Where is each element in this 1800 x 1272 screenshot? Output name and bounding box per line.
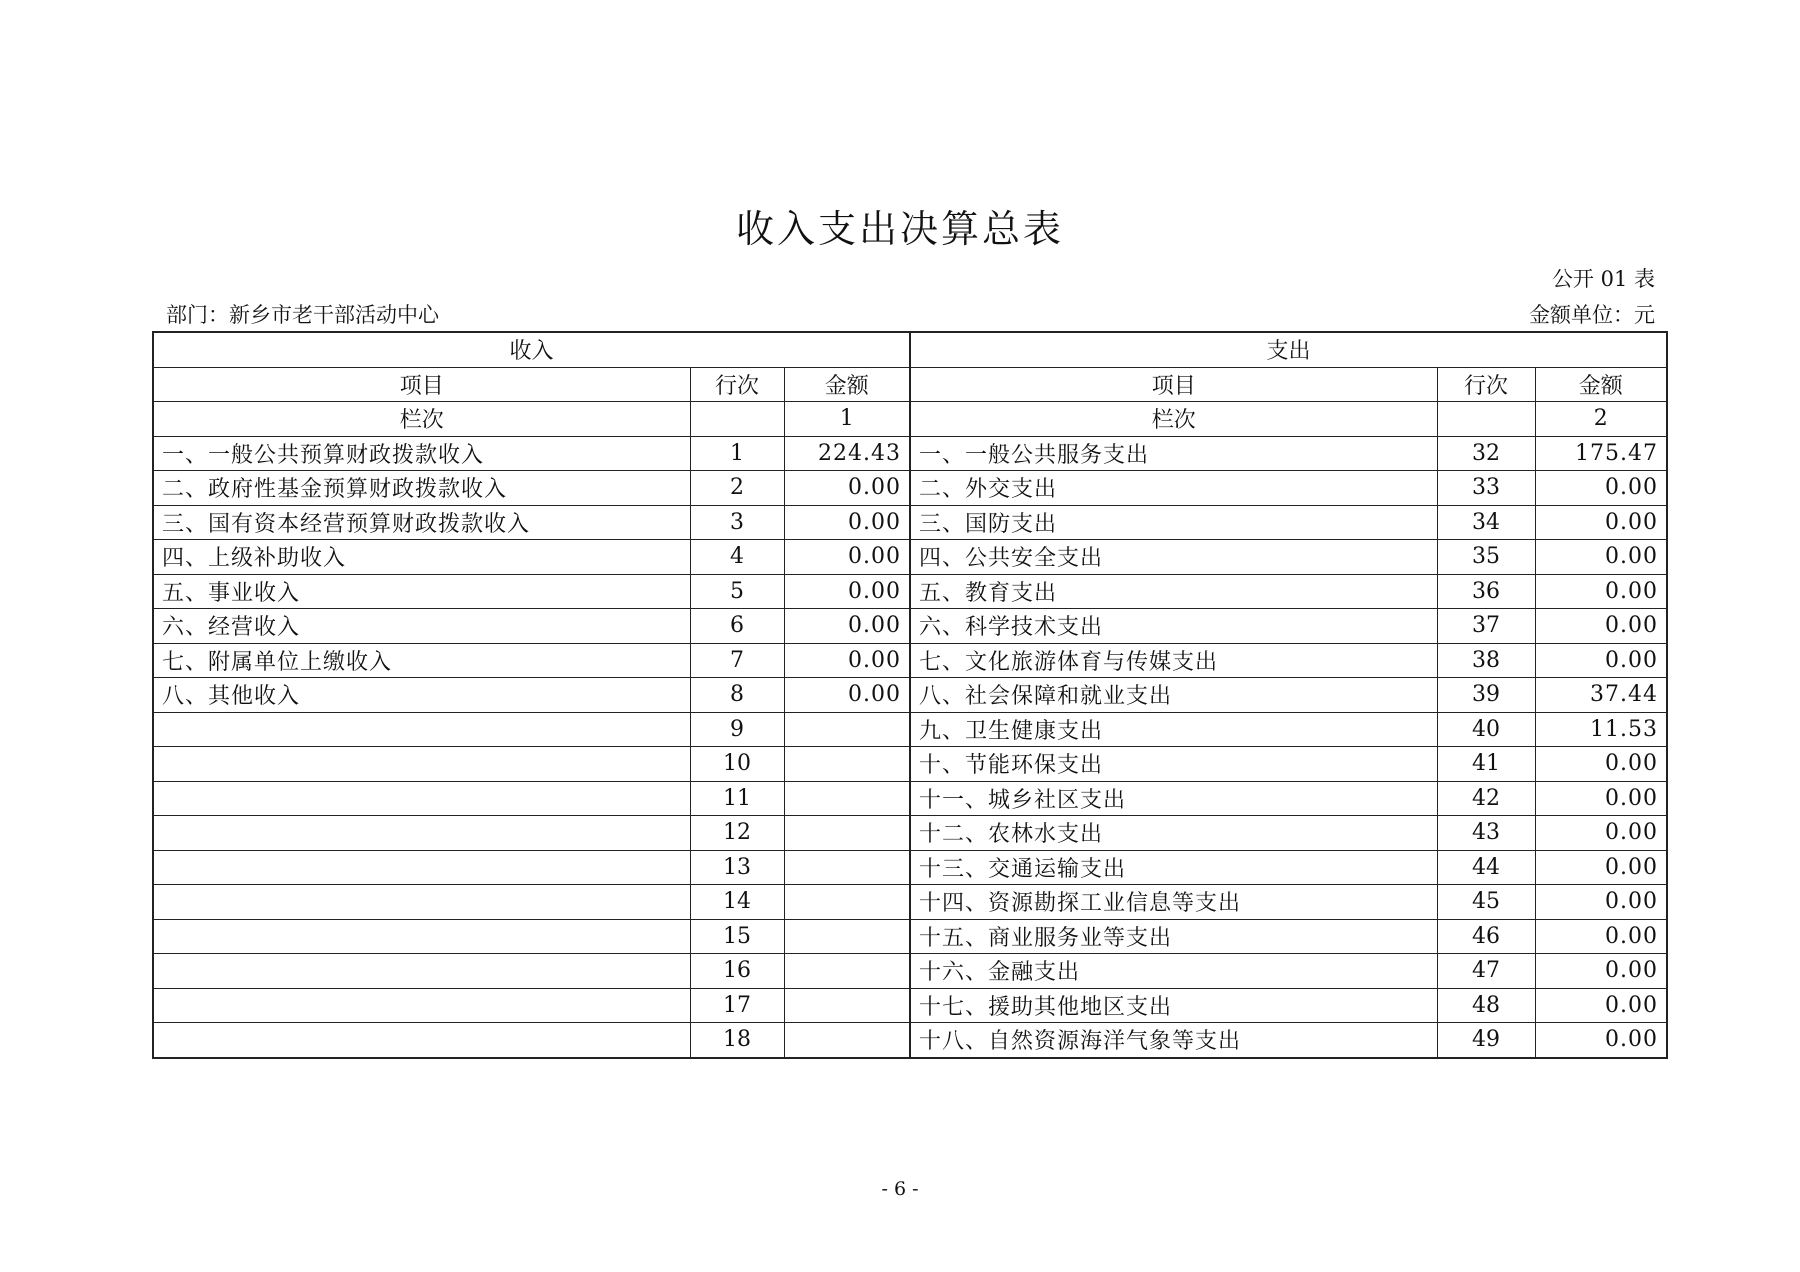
- expense-item-cell: 十八、自然资源海洋气象等支出: [910, 1023, 1437, 1058]
- expense-amount-header: 金额: [1535, 367, 1667, 402]
- income-item-cell: 五、事业收入: [153, 574, 690, 609]
- income-amount-cell: [784, 1023, 910, 1058]
- expense-item-cell: 十四、资源勘探工业信息等支出: [910, 885, 1437, 920]
- expense-amount-cell: 0.00: [1535, 988, 1667, 1023]
- table-row: [153, 505, 1667, 540]
- expense-item-cell: 六、科学技术支出: [910, 609, 1437, 644]
- income-item-cell: [153, 747, 690, 782]
- expense-amount-cell: 0.00: [1535, 885, 1667, 920]
- expense-amount-index: 2: [1535, 402, 1667, 437]
- income-amount-header: 金额: [784, 367, 910, 402]
- table-row: [153, 885, 1667, 920]
- income-row-index: [690, 402, 784, 437]
- income-amount-cell: [784, 816, 910, 851]
- income-row-cell: 16: [690, 954, 784, 989]
- expense-row-cell: 39: [1437, 678, 1535, 713]
- column-header-row: [153, 367, 1667, 402]
- table-row: [153, 919, 1667, 954]
- income-row-cell: 11: [690, 781, 784, 816]
- expense-row-index: [1437, 402, 1535, 437]
- income-amount-index: 1: [784, 402, 910, 437]
- income-row-cell: 3: [690, 505, 784, 540]
- income-item-cell: [153, 954, 690, 989]
- table-row: [153, 954, 1667, 989]
- income-item-cell: 三、国有资本经营预算财政拨款收入: [153, 505, 690, 540]
- income-amount-cell: 0.00: [784, 471, 910, 506]
- income-row-cell: 7: [690, 643, 784, 678]
- expense-item-cell: 五、教育支出: [910, 574, 1437, 609]
- expense-row-cell: 33: [1437, 471, 1535, 506]
- income-item-cell: 二、政府性基金预算财政拨款收入: [153, 471, 690, 506]
- expense-amount-cell: 0.00: [1535, 574, 1667, 609]
- income-item-cell: 四、上级补助收入: [153, 540, 690, 575]
- expense-row-cell: 44: [1437, 850, 1535, 885]
- income-amount-cell: [784, 919, 910, 954]
- table-row: [153, 609, 1667, 644]
- expense-row-cell: 46: [1437, 919, 1535, 954]
- expense-item-cell: 一、一般公共服务支出: [910, 436, 1437, 471]
- expense-row-cell: 34: [1437, 505, 1535, 540]
- expense-row-cell: 32: [1437, 436, 1535, 471]
- income-row-cell: 10: [690, 747, 784, 782]
- column-index-row: [153, 402, 1667, 437]
- expense-amount-cell: 0.00: [1535, 1023, 1667, 1058]
- income-row-cell: 5: [690, 574, 784, 609]
- table-row: [153, 436, 1667, 471]
- expense-row-cell: 38: [1437, 643, 1535, 678]
- table-row: [153, 781, 1667, 816]
- expense-amount-cell: 0.00: [1535, 505, 1667, 540]
- form-number: 公开 01 表: [1551, 267, 1655, 291]
- table-row: [153, 678, 1667, 713]
- expense-row-cell: 48: [1437, 988, 1535, 1023]
- expense-item-cell: 三、国防支出: [910, 505, 1437, 540]
- expense-amount-cell: 175.47: [1535, 436, 1667, 471]
- income-item-cell: [153, 712, 690, 747]
- page-title: 收入支出决算总表: [735, 207, 1064, 251]
- expense-amount-cell: 0.00: [1535, 609, 1667, 644]
- expense-row-cell: 45: [1437, 885, 1535, 920]
- expense-amount-cell: 0.00: [1535, 816, 1667, 851]
- expense-row-cell: 47: [1437, 954, 1535, 989]
- table-row: [153, 747, 1667, 782]
- department-label: 部门：新乡市老干部活动中心: [166, 303, 439, 327]
- expense-amount-cell: 0.00: [1535, 643, 1667, 678]
- income-row-header: 行次: [690, 367, 784, 402]
- income-row-cell: 14: [690, 885, 784, 920]
- expense-amount-cell: 0.00: [1535, 781, 1667, 816]
- expense-row-cell: 42: [1437, 781, 1535, 816]
- income-row-cell: 8: [690, 678, 784, 713]
- expense-item-cell: 十六、金融支出: [910, 954, 1437, 989]
- expense-row-cell: 49: [1437, 1023, 1535, 1058]
- income-row-cell: 12: [690, 816, 784, 851]
- table-row: [153, 816, 1667, 851]
- income-amount-cell: [784, 885, 910, 920]
- page-number: - 6 -: [881, 1178, 919, 1200]
- income-item-header: 项目: [153, 367, 690, 402]
- income-item-cell: 七、附属单位上缴收入: [153, 643, 690, 678]
- income-item-cell: [153, 816, 690, 851]
- table-row: [153, 850, 1667, 885]
- income-row-cell: 9: [690, 712, 784, 747]
- table-row: [153, 471, 1667, 506]
- income-amount-cell: 0.00: [784, 678, 910, 713]
- expense-row-cell: 41: [1437, 747, 1535, 782]
- income-amount-cell: 0.00: [784, 505, 910, 540]
- table-row: [153, 574, 1667, 609]
- income-amount-cell: [784, 954, 910, 989]
- expense-row-cell: 35: [1437, 540, 1535, 575]
- expense-amount-cell: 0.00: [1535, 747, 1667, 782]
- expense-amount-cell: 0.00: [1535, 919, 1667, 954]
- amount-unit-label: 金额单位：元: [1529, 303, 1655, 327]
- table-row: [153, 643, 1667, 678]
- income-amount-cell: 224.43: [784, 436, 910, 471]
- income-amount-cell: 0.00: [784, 540, 910, 575]
- expense-amount-cell: 37.44: [1535, 678, 1667, 713]
- income-item-cell: [153, 781, 690, 816]
- expense-row-cell: 37: [1437, 609, 1535, 644]
- income-expense-table: [152, 331, 1668, 1059]
- table-row: [153, 712, 1667, 747]
- table-row: [153, 988, 1667, 1023]
- income-row-cell: 15: [690, 919, 784, 954]
- expense-item-cell: 七、文化旅游体育与传媒支出: [910, 643, 1437, 678]
- income-amount-cell: [784, 747, 910, 782]
- income-row-cell: 13: [690, 850, 784, 885]
- income-item-cell: [153, 988, 690, 1023]
- expense-row-cell: 40: [1437, 712, 1535, 747]
- expense-item-cell: 九、卫生健康支出: [910, 712, 1437, 747]
- expense-item-cell: 十三、交通运输支出: [910, 850, 1437, 885]
- income-item-cell: [153, 885, 690, 920]
- expense-item-header: 项目: [910, 367, 1437, 402]
- expense-amount-cell: 11.53: [1535, 712, 1667, 747]
- table-row: [153, 540, 1667, 575]
- expense-amount-cell: 0.00: [1535, 471, 1667, 506]
- expense-amount-cell: 0.00: [1535, 540, 1667, 575]
- expense-index-label: 栏次: [910, 402, 1437, 437]
- expense-item-cell: 十七、援助其他地区支出: [910, 988, 1437, 1023]
- expense-amount-cell: 0.00: [1535, 954, 1667, 989]
- income-amount-cell: 0.00: [784, 643, 910, 678]
- income-row-cell: 1: [690, 436, 784, 471]
- income-index-label: 栏次: [153, 402, 690, 437]
- expense-item-cell: 十二、农林水支出: [910, 816, 1437, 851]
- income-amount-cell: [784, 712, 910, 747]
- income-amount-cell: 0.00: [784, 609, 910, 644]
- income-amount-cell: [784, 850, 910, 885]
- income-row-cell: 2: [690, 471, 784, 506]
- income-amount-cell: [784, 988, 910, 1023]
- income-item-cell: 六、经营收入: [153, 609, 690, 644]
- expense-section-header: 支出: [910, 332, 1667, 367]
- expense-amount-cell: 0.00: [1535, 850, 1667, 885]
- expense-item-cell: 十、节能环保支出: [910, 747, 1437, 782]
- expense-item-cell: 十一、城乡社区支出: [910, 781, 1437, 816]
- income-section-header: 收入: [153, 332, 910, 367]
- income-item-cell: 一、一般公共预算财政拨款收入: [153, 436, 690, 471]
- expense-row-header: 行次: [1437, 367, 1535, 402]
- income-item-cell: [153, 850, 690, 885]
- expense-row-cell: 43: [1437, 816, 1535, 851]
- income-row-cell: 17: [690, 988, 784, 1023]
- table-row: [153, 1023, 1667, 1058]
- expense-row-cell: 36: [1437, 574, 1535, 609]
- section-header-row: [153, 332, 1667, 367]
- expense-item-cell: 十五、商业服务业等支出: [910, 919, 1437, 954]
- expense-item-cell: 四、公共安全支出: [910, 540, 1437, 575]
- income-row-cell: 18: [690, 1023, 784, 1058]
- income-row-cell: 6: [690, 609, 784, 644]
- income-item-cell: [153, 1023, 690, 1058]
- income-row-cell: 4: [690, 540, 784, 575]
- income-item-cell: [153, 919, 690, 954]
- income-amount-cell: [784, 781, 910, 816]
- income-item-cell: 八、其他收入: [153, 678, 690, 713]
- expense-item-cell: 二、外交支出: [910, 471, 1437, 506]
- expense-item-cell: 八、社会保障和就业支出: [910, 678, 1437, 713]
- income-amount-cell: 0.00: [784, 574, 910, 609]
